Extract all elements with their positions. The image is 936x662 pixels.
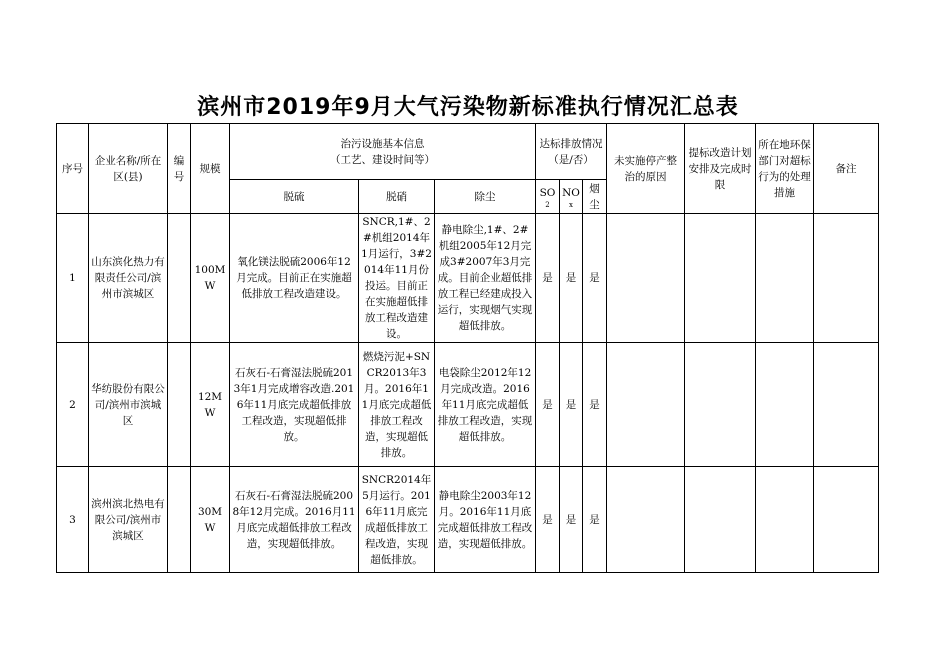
table-row: [57, 467, 879, 573]
summary-table: [56, 123, 879, 573]
cell-denitr: SNCR,1#、2#机组2014年1月运行，3#2014年11月份投运。目前正在实施超低排放工程改造建设。: [359, 214, 435, 343]
header-row-1: [57, 124, 879, 180]
cell-seq: 1: [57, 214, 89, 343]
header-dust: 除尘: [435, 180, 536, 214]
header-plan: 提标改造计划安排及完成时限: [685, 124, 756, 214]
cell-smoke: 是: [583, 467, 607, 573]
cell-smoke: 是: [583, 343, 607, 467]
header-desulfur: 脱硫: [230, 180, 359, 214]
cell-plan: [685, 343, 756, 467]
cell-remarks: [814, 214, 879, 343]
header-scale: 规模: [191, 124, 230, 214]
cell-scale: 100MW: [191, 214, 230, 343]
cell-reason: [607, 214, 685, 343]
header-company: 企业名称/所在区(县): [89, 124, 168, 214]
cell-measures: [756, 214, 814, 343]
cell-code: [168, 214, 191, 343]
cell-nox: 是: [560, 343, 583, 467]
header-so2: [536, 180, 560, 214]
cell-scale: 12MW: [191, 343, 230, 467]
header-facility-info-line2: （工艺、建设时间等）: [330, 153, 435, 166]
cell-desulfur: 氧化镁法脱硫2006年12月完成。目前正在实施超低排放工程改造建设。: [230, 214, 359, 343]
cell-scale: 30MW: [191, 467, 230, 573]
header-denitr: 脱硝: [359, 180, 435, 214]
cell-measures: [756, 343, 814, 467]
cell-remarks: [814, 343, 879, 467]
cell-dust: 静电除尘,1#、2#机组2005年12月完成3#2007年3月完成。目前企业超低排放工程已经建成投入运行，实现烟气实现超低排放。: [435, 214, 536, 343]
cell-smoke: 是: [583, 214, 607, 343]
cell-plan: [685, 214, 756, 343]
header-smoke: 烟尘: [583, 180, 607, 214]
cell-dust: 电袋除尘2012年12月完成改造。2016年11月底完成超低排放工程改造，实现超低排放。: [435, 343, 536, 467]
cell-nox: 是: [560, 214, 583, 343]
header-seq: 序号: [57, 124, 89, 214]
cell-desulfur: 石灰石-石膏湿法脱硫2008年12月完成。2016月11月底完成超低排放工程改造，实现超低排放。: [230, 467, 359, 573]
cell-seq: 3: [57, 467, 89, 573]
cell-denitr: SNCR2014年5月运行。2016年11月底完成超低排放工程改造，实现超低排放。: [359, 467, 435, 573]
header-nox: [560, 180, 583, 214]
cell-reason: [607, 467, 685, 573]
cell-dust: 静电除尘2003年12月。2016年11月底完成超低排放工程改造，实现超低排放。: [435, 467, 536, 573]
header-code: 编号: [168, 124, 191, 214]
header-nox-main: NO: [562, 186, 580, 199]
header-facility-info: [230, 124, 536, 180]
table-row: [57, 214, 879, 343]
header-compliance-line2: （是/否）: [548, 153, 594, 166]
cell-so2: 是: [536, 214, 560, 343]
header-compliance-line1: 达标排放情况: [539, 137, 603, 150]
cell-so2: 是: [536, 467, 560, 573]
header-measures: 所在地环保部门对超标行为的处理措施: [756, 124, 814, 214]
header-so2-sub: 2: [545, 200, 550, 209]
cell-company: 滨州滨北热电有限公司/滨州市滨城区: [89, 467, 168, 573]
header-reason: 未实施停产整治的原因: [607, 124, 685, 214]
cell-plan: [685, 467, 756, 573]
header-so2-main: SO: [539, 186, 556, 199]
cell-remarks: [814, 467, 879, 573]
cell-so2: 是: [536, 343, 560, 467]
cell-company: 山东滨化热力有限责任公司/滨州市滨城区: [89, 214, 168, 343]
cell-desulfur: 石灰石-石膏湿法脱硫2013年1月完成增容改造.2016年11月底完成超低排放工程改造，实现超低排放。: [230, 343, 359, 467]
cell-seq: 2: [57, 343, 89, 467]
header-facility-info-line1: 治污设施基本信息: [340, 137, 425, 150]
document-title: 滨州市2019年9月大气污染物新标准执行情况汇总表: [197, 95, 739, 120]
cell-denitr: 燃烧污泥+SNCR2013年3月。2016年11月底完成超低排放工程改造，实现超低排放。: [359, 343, 435, 467]
header-remarks: 备注: [814, 124, 879, 214]
cell-company: 华纺股份有限公司/滨州市滨城区: [89, 343, 168, 467]
table-row: [57, 343, 879, 467]
cell-code: [168, 343, 191, 467]
cell-measures: [756, 467, 814, 573]
header-nox-sub: x: [569, 200, 573, 209]
cell-reason: [607, 343, 685, 467]
cell-nox: 是: [560, 467, 583, 573]
cell-code: [168, 467, 191, 573]
header-compliance: [536, 124, 607, 180]
